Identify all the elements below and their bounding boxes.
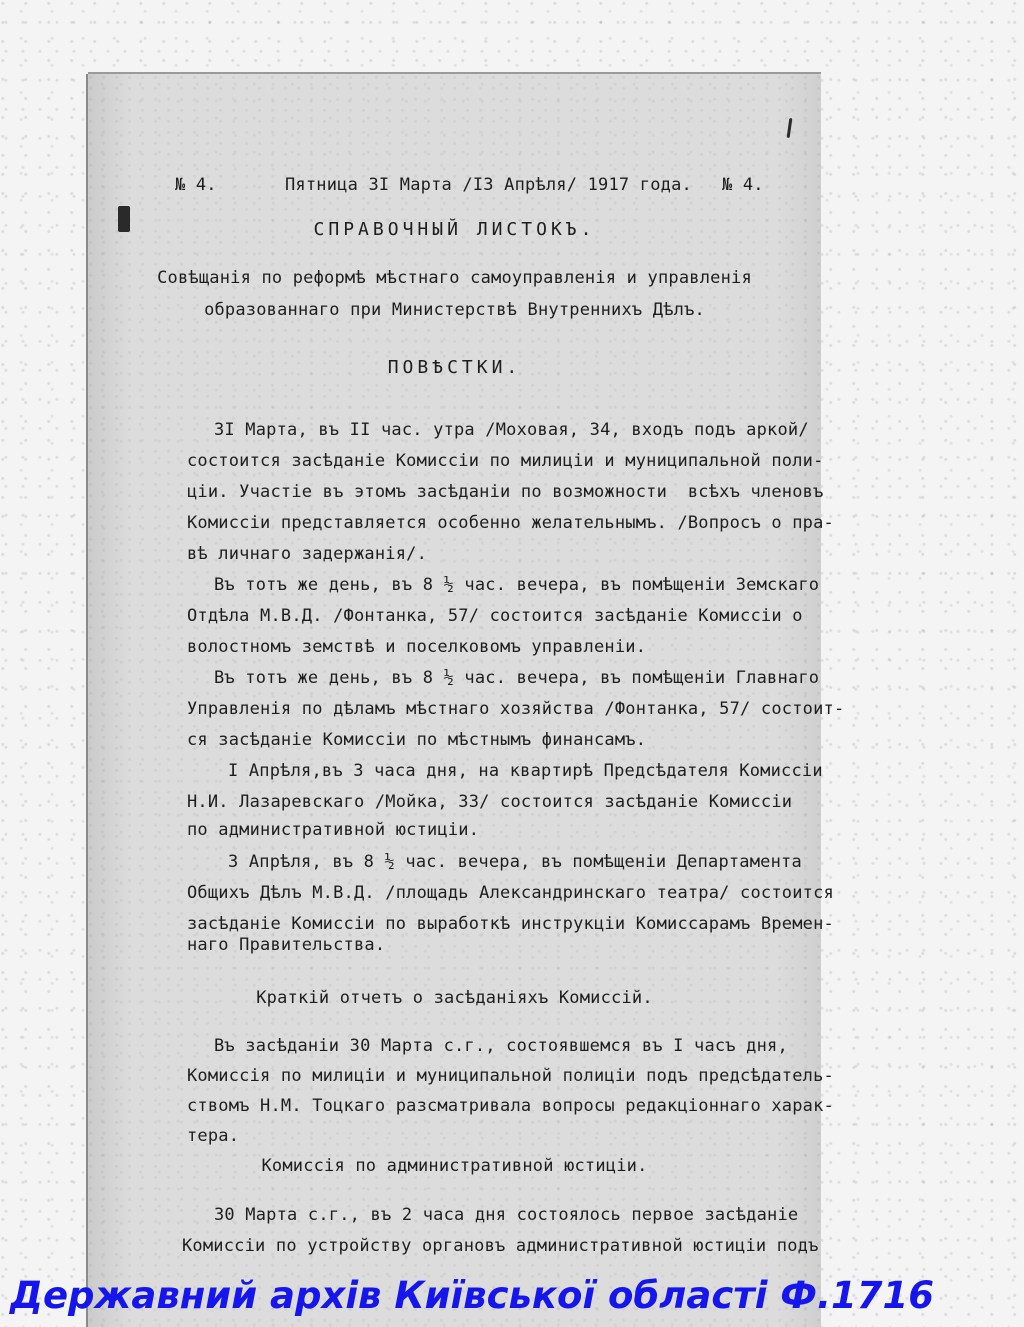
body-line: наго Правительства. bbox=[187, 935, 386, 955]
header-number-left: № 4. bbox=[175, 175, 217, 195]
body-line: Отдѣла М.В.Д. /Фонтанка, 57/ состоится засѣданіе Комиссіи о bbox=[187, 606, 803, 626]
header-date: Пятница 3I Марта /I3 Апрѣля/ 1917 года. bbox=[285, 175, 692, 195]
body-line: по административной юстиціи. bbox=[187, 820, 480, 840]
body-line: Комиссіи по устройству органовъ административной юстиціи подъ bbox=[182, 1236, 819, 1256]
body-line: состоится засѣданіе Комиссіи по милиціи и муниципальной поли- bbox=[187, 451, 824, 471]
body-line: Н.И. Лазаревскаго /Мойка, 33/ состоится засѣданіе Комиссіи bbox=[187, 792, 793, 812]
body-line: ціи. Участіе въ этомъ засѣданіи по возможности всѣхъ членовъ bbox=[187, 482, 824, 502]
archive-watermark: Державний архів Київської області Ф.1716 bbox=[10, 1274, 935, 1317]
body-line: Управленія по дѣламъ мѣстнаго хозяйства /Фонтанка, 57/ состоит- bbox=[187, 699, 845, 719]
body-line: тера. bbox=[187, 1126, 240, 1146]
body-line: ся засѣданіе Комиссіи по мѣстнымъ финансамъ. bbox=[187, 730, 647, 750]
section-heading: Комиссія по административной юстиціи. bbox=[261, 1156, 648, 1176]
body-line: 30 Марта с.г., въ 2 часа дня состоялось первое засѣданіе bbox=[214, 1205, 799, 1225]
body-line: ствомъ Н.М. Тоцкаго разсматривала вопросы редакціоннаго харак- bbox=[187, 1096, 834, 1116]
document-title: СПРАВОЧНЫЙ ЛИСТОКЪ. bbox=[313, 219, 596, 240]
body-line: вѣ личнаго задержанія/. bbox=[187, 544, 428, 564]
header-number-right: № 4. bbox=[722, 175, 764, 195]
body-line: Общихъ Дѣлъ М.В.Д. /площадь Александринскаго театра/ состоится bbox=[187, 883, 834, 903]
agenda-heading: ПОВѢСТКИ. bbox=[387, 357, 522, 378]
body-line: 3I Марта, въ II час. утра /Моховая, 34, входъ подъ аркой/ bbox=[214, 420, 809, 440]
body-line: Въ засѣданіи 30 Марта с.г., состоявшемся въ I часъ дня, bbox=[214, 1036, 788, 1056]
subtitle-line: образованнаго при Министерствѣ Внутреннихъ Дѣлъ. bbox=[204, 300, 705, 320]
body-line: I Апрѣля,въ 3 часа дня, на квартирѣ Предсѣдателя Комиссіи bbox=[228, 761, 823, 781]
body-line: Комиссія по милиціи и муниципальной полиціи подъ предсѣдатель- bbox=[187, 1066, 834, 1086]
body-line: засѣданіе Комиссіи по выработкѣ инструкціи Комиссарамъ Времен- bbox=[187, 914, 834, 934]
body-line: Комиссіи представляется особенно желательнымъ. /Вопросъ о пра- bbox=[187, 513, 834, 533]
body-line: волостномъ земствѣ и поселковомъ управленіи. bbox=[187, 637, 647, 657]
body-line: Въ тотъ же день, въ 8 ½ час. вечера, въ помѣщеніи Земскаго bbox=[214, 575, 820, 595]
report-heading: Краткій отчетъ о засѣданіяхъ Комиссій. bbox=[256, 988, 653, 1008]
body-line: Въ тотъ же день, въ 8 ½ час. вечера, въ помѣщеніи Главнаго bbox=[214, 668, 820, 688]
subtitle-line: Совѣщанія по реформѣ мѣстнаго самоуправленія и управленія bbox=[157, 268, 752, 288]
body-line: 3 Апрѣля, въ 8 ½ час. вечера, въ помѣщеніи Департамента bbox=[228, 852, 802, 872]
